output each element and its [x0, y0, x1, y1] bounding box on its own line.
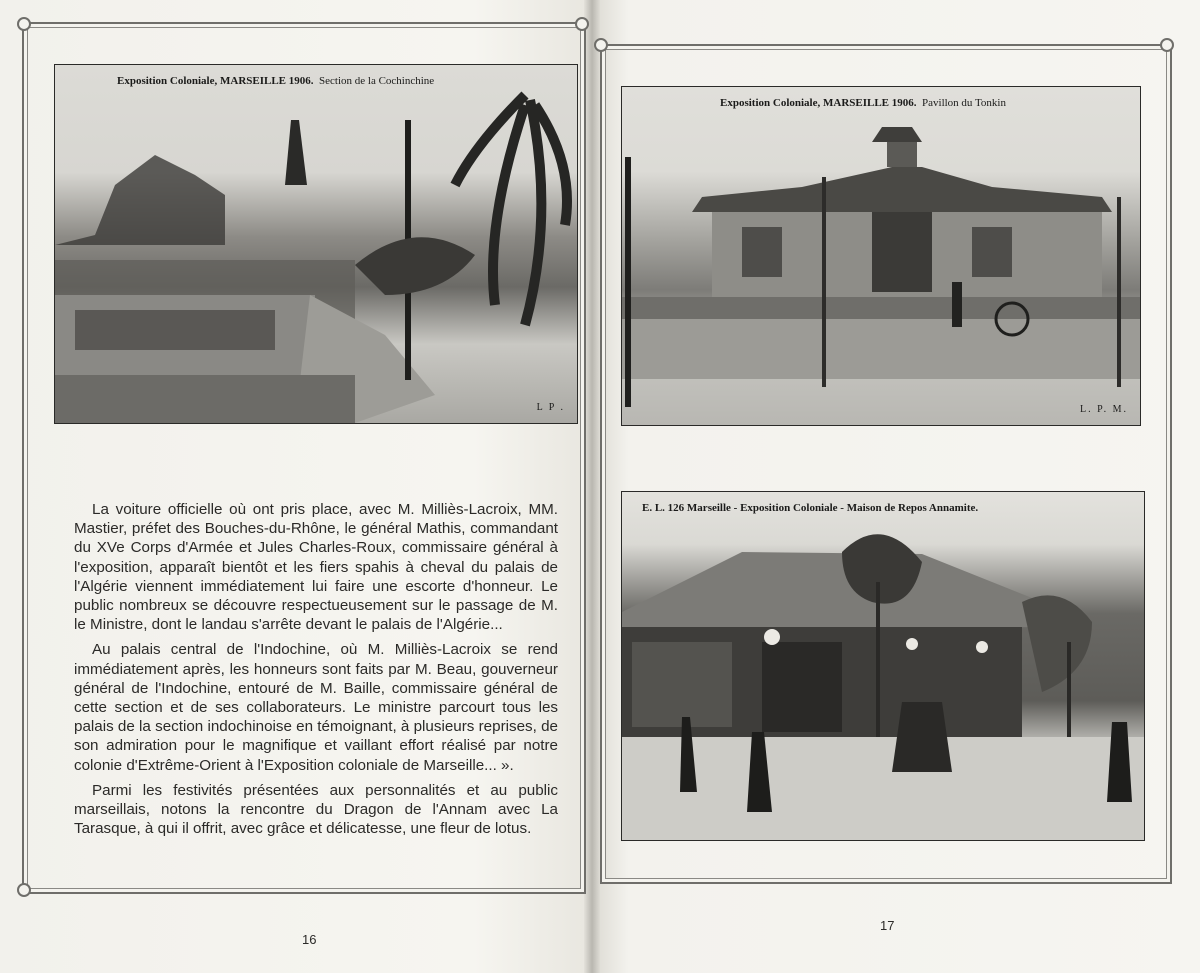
photo-caption: [720, 97, 1140, 109]
paragraph: Parmi les festivités présentées aux personnalités et au public marseillais, notons la rencontre du Dragon de l'Annam avec La Tarasque, à qui il offrit, avec grâce et délicatesse, une fleur de lotus.: [74, 781, 558, 838]
photo-tonkin-pavilion: [621, 86, 1141, 426]
caption-section: Section de la Cochinchine: [319, 75, 435, 87]
photo-caption: [117, 75, 577, 87]
caption-title: Exposition Coloniale, MARSEILLE 1906.: [720, 97, 917, 109]
book-gutter: [584, 0, 600, 973]
caption-section: Pavillon du Tonkin: [922, 97, 1006, 109]
annamite-scene-illustration: [622, 492, 1144, 840]
paragraph: Au palais central de l'Indochine, où M. Milliès-Lacroix se rend immédiatement après, les honneurs sont faits par M. Beau, gouverneur général de l'Indochine, entouré de M. Baille, commissaire général de cette section et de ses collaborateurs. Le ministre parcourt tous les palais de la section indochinoise en témoignant, à plusieurs reprises, de son admiration pour le magnifique et vaillant effort réalisé par notre colonie d'Extrême-Orient à l'Exposition coloniale de Marseille... ».: [74, 641, 558, 774]
frame-corner-ornament: [594, 38, 608, 52]
paragraph: La voiture officielle où ont pris place, avec M. Milliès-Lacroix, MM. Mastier, préfet des Bouches-du-Rhône, le général Mathis, commandant du XVe Corps d'Armée et Jules Charles-Roux, commissaire général à l'exposition, apparaît bientôt et les fiers spahis à cheval du palais de l'Algérie viennent immédiatement lui faire une escorte d'honneur. Le public nombreux se découvre respectueusement sur le passage de M. le Ministre, dont le landau s'arrête devant le palais de l'Algérie...: [74, 501, 558, 634]
page-number-right: 17: [880, 918, 895, 933]
photo-caption: E. L. 126 Marseille - Exposition Coloniale - Maison de Repos Annamite.: [642, 502, 979, 514]
photo-annamite-rest-house: [621, 491, 1145, 841]
photo-cochinchine-section: [54, 64, 578, 424]
page-number-left: 16: [302, 932, 317, 947]
article-text: [74, 500, 558, 844]
photo-publisher-mark: L. P. M.: [1080, 404, 1128, 415]
frame-corner-ornament: [1160, 38, 1174, 52]
frame-corner-ornament: [17, 17, 31, 31]
cochinchine-scene-illustration: [55, 65, 577, 423]
photo-publisher-mark: L P .: [536, 402, 565, 413]
frame-corner-ornament: [17, 883, 31, 897]
tonkin-scene-illustration: [622, 87, 1140, 425]
frame-corner-ornament: [575, 17, 589, 31]
caption-title: Exposition Coloniale, MARSEILLE 1906.: [117, 75, 314, 87]
